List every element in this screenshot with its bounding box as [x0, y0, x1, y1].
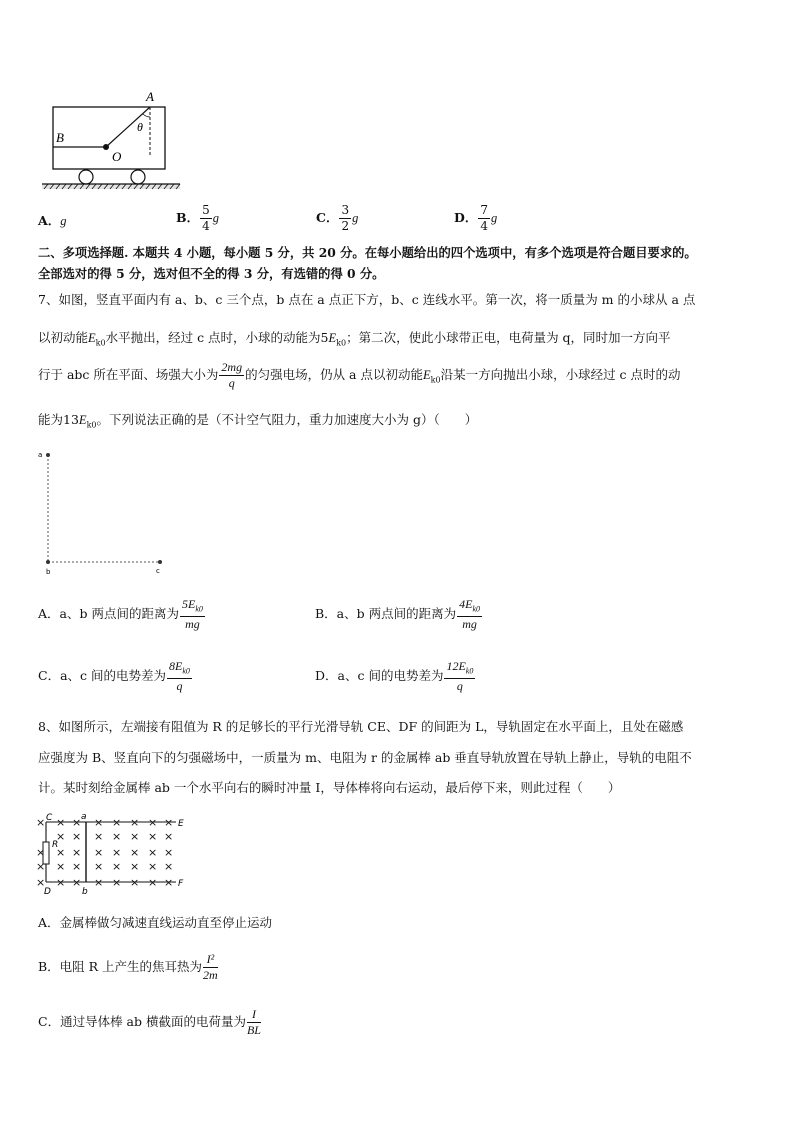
svg-text:×: × — [56, 876, 66, 889]
svg-text:×: × — [130, 860, 140, 873]
label-a: a — [81, 812, 87, 822]
svg-text:×: × — [112, 860, 122, 873]
fraction: $\frac{\text{I²}}{2m}$ — [203, 952, 218, 982]
label-r: R — [52, 840, 59, 850]
fraction: $\frac{5E_{k0}}{mg}$ — [181, 597, 203, 632]
svg-text:×: × — [112, 830, 122, 843]
svg-text:×: × — [36, 846, 46, 859]
q7-option-c[interactable]: C．a、c 间的电势差为 $\frac{8E_{k0}}{q}$ — [38, 659, 190, 694]
label-b: b — [82, 887, 88, 897]
svg-text:×: × — [94, 830, 104, 843]
svg-text:×: × — [112, 816, 122, 829]
label-theta: θ — [137, 120, 143, 134]
svg-text:×: × — [94, 816, 104, 829]
q8-option-c[interactable]: C．通过导体棒 ab 横截面的电荷量为 $\frac{I}{BL}$ — [38, 1007, 261, 1037]
label-e: E — [178, 819, 184, 829]
svg-text:×: × — [130, 816, 140, 829]
q6-option-c[interactable]: C． $\frac{3}{2}$ g — [316, 203, 359, 233]
label-b: b — [46, 568, 51, 576]
label-c: c — [156, 567, 160, 575]
fraction: $\frac{7}{4}$ — [480, 203, 488, 233]
svg-text:×: × — [72, 830, 82, 843]
svg-text:×: × — [56, 860, 66, 873]
point-a — [46, 453, 50, 457]
q7-line4: 能为$13E_{k0}$。下列说法正确的是（不计空气阻力，重力加速度大小为 g）（ ） — [38, 412, 478, 430]
svg-text:×: × — [164, 816, 174, 829]
q8-figure — [36, 812, 196, 902]
label-a: a — [38, 451, 43, 459]
point-b — [46, 560, 50, 564]
fraction-2mg-q: $\frac{2mg}{q}$ — [221, 360, 243, 390]
magnetic-field-marks — [36, 816, 173, 889]
q7-option-b[interactable]: B．a、b 两点间的距离为 $\frac{4E_{k0}}{mg}$ — [315, 597, 481, 632]
svg-text:×: × — [130, 830, 140, 843]
svg-text:×: × — [148, 830, 158, 843]
q6-figure — [38, 85, 188, 195]
svg-text:×: × — [72, 816, 82, 829]
string-oa — [106, 107, 150, 147]
fraction: $\frac{3}{2}$ — [341, 203, 350, 233]
fraction: $\frac{8E_{k0}}{q}$ — [169, 659, 190, 694]
q7-line1: 7、如图，竖直平面内有 a、b、c 三个点，b 点在 a 点正下方，b、c 连线水平。第一次，将一质量为 m 的小球从 a 点 — [38, 292, 696, 307]
fraction: $\frac{5}{4}$ — [202, 203, 210, 233]
svg-text:×: × — [56, 846, 66, 859]
svg-text:×: × — [72, 860, 82, 873]
label-a: A — [146, 89, 154, 104]
label-b: B — [56, 130, 64, 145]
svg-text:×: × — [112, 846, 122, 859]
label-f: F — [178, 879, 184, 889]
q7-option-d[interactable]: D．a、c 间的电势差为 $\frac{12E_{k0}}{q}$ — [315, 659, 474, 694]
svg-text:×: × — [164, 876, 174, 889]
fraction: $\frac{4E_{k0}}{mg}$ — [459, 597, 481, 632]
svg-text:×: × — [36, 816, 46, 829]
svg-text:×: × — [148, 816, 158, 829]
svg-text:×: × — [72, 876, 82, 889]
svg-text:×: × — [72, 846, 82, 859]
q8-line2: 应强度为 B、竖直向下的匀强磁场中，一质量为 m、电阻为 r 的金属棒 ab 垂直导轨放置在导轨上静止，导轨的电阻不 — [38, 750, 692, 765]
svg-text:×: × — [94, 860, 104, 873]
ball-o — [103, 144, 109, 150]
svg-text:×: × — [130, 846, 140, 859]
svg-text:×: × — [148, 860, 158, 873]
point-c — [158, 560, 162, 564]
q8-line1: 8、如图所示，左端接有阻值为 R 的足够长的平行光滑导轨 CE、DF 的间距为 L，导轨固定在水平面上，且处在磁感 — [38, 719, 684, 734]
q6-option-a[interactable]: A．g — [38, 213, 67, 228]
fraction: $\frac{I}{BL}$ — [246, 1007, 261, 1037]
svg-text:×: × — [148, 876, 158, 889]
section2-line1: 二、多项选择题. 本题共 4 小题，每小题 5 分，共 20 分。在每小题给出的四个选项中，有多个选项是符合题目要求的。 — [38, 245, 697, 260]
svg-text:×: × — [164, 830, 174, 843]
label-o: O — [112, 149, 122, 164]
q7-option-a[interactable]: A．a、b 两点间的距离为 $\frac{5E_{k0}}{mg}$ — [38, 597, 203, 632]
svg-text:×: × — [112, 876, 122, 889]
section2-line2: 全部选对的得 5 分，选对但不全的得 3 分，有选错的得 0 分。 — [38, 266, 385, 281]
svg-text:×: × — [56, 816, 66, 829]
label-c: C — [46, 813, 53, 823]
svg-text:×: × — [164, 846, 174, 859]
svg-text:×: × — [130, 876, 140, 889]
wheel-right — [131, 170, 145, 184]
svg-text:×: × — [94, 846, 104, 859]
fraction: $\frac{12E_{k0}}{q}$ — [446, 659, 474, 694]
label-d: D — [44, 887, 51, 897]
q6-option-b[interactable]: B． $\frac{5}{4}$ g — [176, 203, 219, 233]
svg-text:×: × — [148, 846, 158, 859]
q8-option-b[interactable]: B．电阻 R 上产生的焦耳热为 $\frac{\text{I²}}{2m}$ — [38, 952, 218, 982]
q7-line2: 以初动能$E_{k0}$水平抛出，经过 c 点时，小球的动能为$5E_{k0}$；第二次，使此小球带正电，电荷量为 q，同时加一方向平 — [38, 330, 671, 348]
cart-body — [53, 107, 165, 169]
angle-arc — [143, 114, 150, 117]
q8-line3: 计。某时刻给金属棒 ab 一个水平向右的瞬时冲量 I，导体棒将向右运动，最后停下来，则此过程（ ） — [38, 780, 621, 795]
wheel-left — [79, 170, 93, 184]
svg-text:×: × — [36, 860, 46, 873]
q7-line3: 行于 abc 所在平面、场强大小为 $\frac{2mg}{q}$ 的匀强电场，仍从 a 点以初动能$E_{k0}$沿某一方向抛出小球，小球经过 c 点时的动 — [38, 360, 681, 390]
svg-text:×: × — [36, 876, 46, 889]
svg-text:×: × — [56, 830, 66, 843]
svg-text:×: × — [164, 860, 174, 873]
q6-option-d[interactable]: D． $\frac{7}{4}$ g — [454, 203, 498, 233]
svg-text:×: × — [94, 876, 104, 889]
q8-option-a[interactable]: A．金属棒做匀减速直线运动直至停止运动 — [38, 915, 273, 930]
q7-figure — [38, 447, 178, 579]
